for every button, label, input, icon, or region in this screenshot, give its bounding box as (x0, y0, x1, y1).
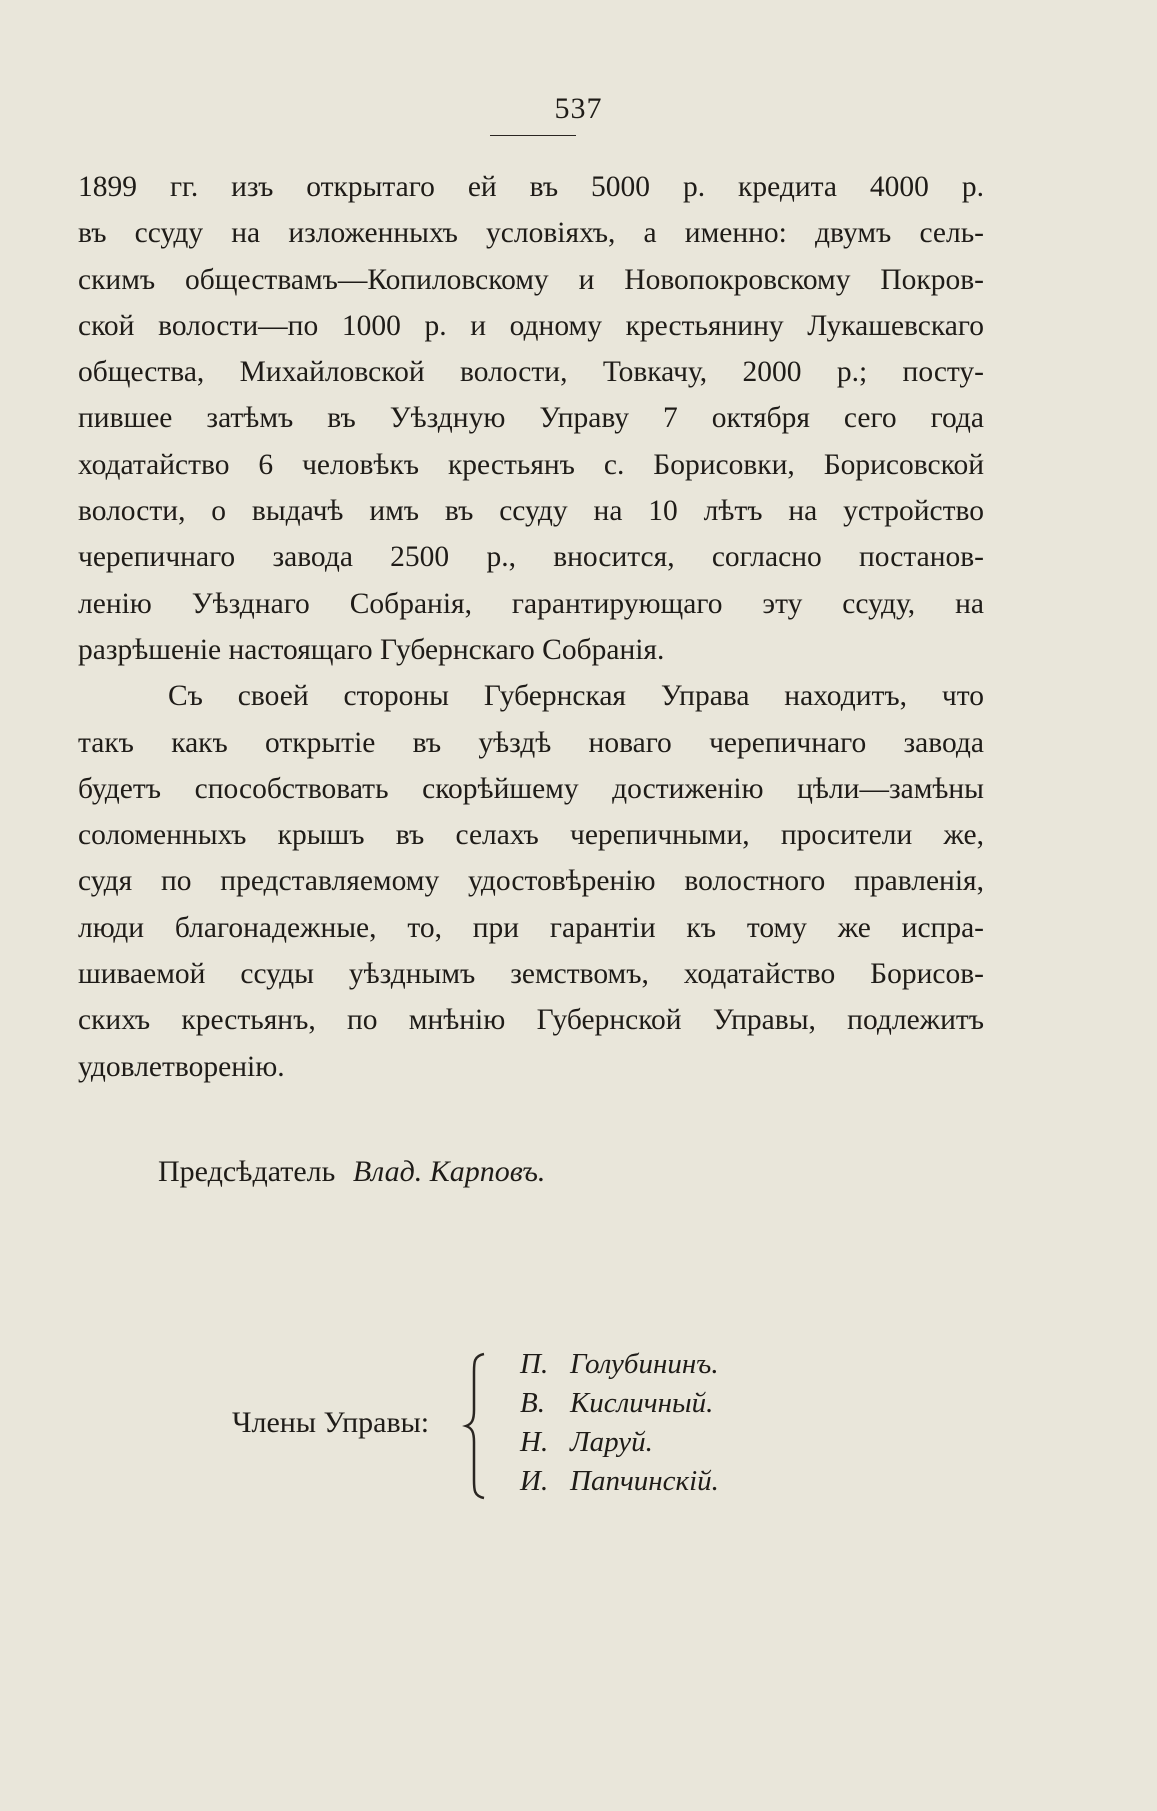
text-line: соломенныхъ крышъ въ селахъ черепичными, просители же, (78, 819, 984, 852)
page-number-rule (490, 135, 576, 136)
text-line: черепичнаго завода 2500 р., вносится, согласно постанов- (78, 541, 984, 574)
paragraph-1 (78, 164, 984, 673)
text-line: судя по представляемому удостовѣренію волостного правленія, (78, 865, 984, 898)
text-line: общества, Михайловской волости, Товкачу, 2000 р.; посту- (78, 356, 984, 389)
member-entry (520, 1423, 719, 1462)
member-surname: Ларуй. (570, 1426, 653, 1458)
text-line: будетъ способствовать скорѣйшему достиженію цѣли—замѣны (78, 772, 984, 805)
member-entry (520, 1345, 719, 1384)
member-surname: Голубининъ. (570, 1348, 719, 1380)
members-label: Члены Управы: (232, 1406, 430, 1439)
text-line: ходатайство 6 человѣкъ крестьянъ с. Борисовки, Борисовской (78, 448, 984, 481)
member-initial: В. (520, 1387, 545, 1419)
text-line: ленію Уѣзднаго Собранія, гарантирующаго эту ссуду, на (78, 587, 984, 620)
text-line: волости, о выдачѣ имъ въ ссуду на 10 лѣтъ на устройство (78, 495, 984, 528)
text-line: ской волости—по 1000 р. и одному крестьянину Лукашевскаго (78, 309, 984, 342)
text-line: такъ какъ открытіе въ уѣздѣ новаго черепичнаго завода (78, 726, 984, 759)
text-line: 1899 гг. изъ открытаго ей въ 5000 р. кредита 4000 р. (78, 171, 984, 203)
chairman-name: Влад. Карповъ. (352, 1155, 546, 1188)
text-line: Съ своей стороны Губернская Управа находитъ, что (168, 680, 984, 713)
body-text (78, 164, 984, 1090)
chairman-signature (158, 1155, 545, 1189)
member-initial: И. (520, 1465, 549, 1497)
text-line: шиваемой ссуды уѣзднымъ земствомъ, ходатайство Борисов- (78, 958, 984, 991)
members-list (520, 1345, 719, 1501)
member-surname: Кисличный. (570, 1387, 714, 1419)
curly-brace-icon (462, 1352, 496, 1500)
member-entry (520, 1384, 719, 1423)
member-initial: П. (520, 1348, 549, 1380)
text-line: пившее затѣмъ въ Уѣздную Управу 7 октября сего года (78, 402, 984, 435)
text-line: скихъ крестьянъ, по мнѣнію Губернской Управы, подлежитъ (78, 1004, 984, 1037)
member-initial: Н. (520, 1426, 549, 1458)
text-line: люди благонадежные, то, при гарантіи къ тому же испра- (78, 911, 984, 944)
text-line: удовлетворенію. (78, 1050, 285, 1083)
text-line: разрѣшеніе настоящаго Губернскаго Собранія. (78, 633, 665, 666)
text-line: скимъ обществамъ—Копиловскому и Новопокровскому Покров- (78, 263, 984, 296)
text-line: въ ссуду на изложенныхъ условіяхъ, а именно: двумъ сель- (78, 217, 984, 250)
member-surname: Папчинскій. (570, 1465, 719, 1497)
paragraph-2 (78, 673, 984, 1090)
page-number: 537 (554, 92, 603, 125)
chairman-label: Предсѣдатель (158, 1155, 336, 1188)
member-entry (520, 1462, 719, 1501)
